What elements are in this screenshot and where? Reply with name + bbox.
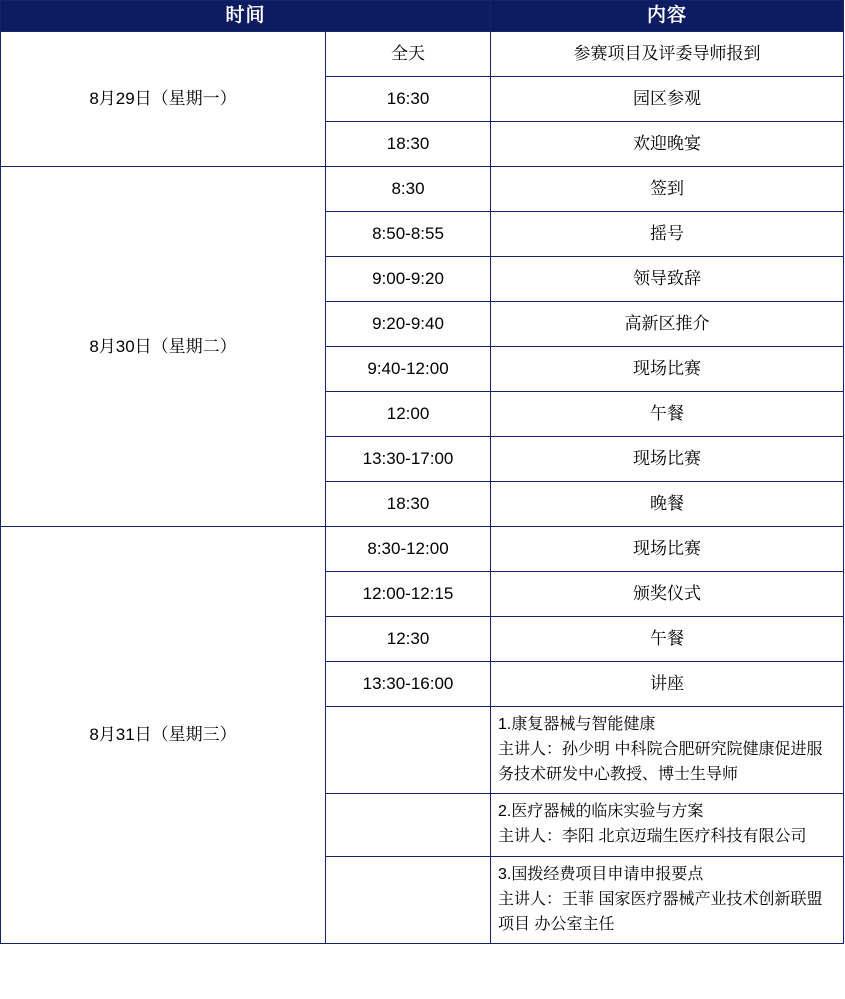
content-cell: 摇号 [491,212,844,257]
content-cell: 颁奖仪式 [491,572,844,617]
table-header [1,1,844,32]
time-cell: 8:30-12:00 [326,527,491,572]
content-line: 主讲人：王菲 国家医疗器械产业技术创新联盟项目 办公室主任 [498,890,823,933]
content-cell: 现场比赛 [491,527,844,572]
header-row [1,1,844,32]
content-cell: 现场比赛 [491,347,844,392]
content-cell: 晚餐 [491,482,844,527]
day-cell: 8月31日（星期三） [1,527,326,944]
time-cell: 9:00-9:20 [326,257,491,302]
content-cell: 午餐 [491,617,844,662]
time-cell: 12:00-12:15 [326,572,491,617]
content-line: 主讲人：李阳 北京迈瑞生医疗科技有限公司 [498,828,807,846]
time-cell: 9:40-12:00 [326,347,491,392]
header-cell-time: 时间 [1,1,491,32]
content-cell: 午餐 [491,392,844,437]
time-cell: 8:30 [326,167,491,212]
table-row [1,167,844,212]
time-cell: 9:20-9:40 [326,302,491,347]
time-cell: 8:50-8:55 [326,212,491,257]
time-cell: 16:30 [326,77,491,122]
table-row [1,32,844,77]
time-cell [326,856,491,943]
day-cell: 8月30日（星期二） [1,167,326,527]
content-cell: 欢迎晚宴 [491,122,844,167]
content-cell: 签到 [491,167,844,212]
time-cell [326,794,491,857]
time-cell: 12:00 [326,392,491,437]
content-line: 主讲人：孙少明 中科院合肥研究院健康促进服务技术研发中心教授、博士生导师 [498,740,823,783]
content-line: 2.医疗器械的临床实验与方案 [498,803,704,821]
content-cell: 园区参观 [491,77,844,122]
table-body [1,32,844,944]
content-cell: 讲座 [491,662,844,707]
time-cell: 18:30 [326,482,491,527]
time-cell: 13:30-17:00 [326,437,491,482]
time-cell: 全天 [326,32,491,77]
content-cell [491,856,844,943]
content-cell: 现场比赛 [491,437,844,482]
time-cell [326,707,491,794]
content-cell [491,707,844,794]
day-cell: 8月29日（星期一） [1,32,326,167]
header-cell-content: 内容 [491,1,844,32]
content-line: 1.康复器械与智能健康 [498,716,656,733]
content-cell: 领导致辞 [491,257,844,302]
time-cell: 18:30 [326,122,491,167]
time-cell: 13:30-16:00 [326,662,491,707]
table-row [1,527,844,572]
time-cell: 12:30 [326,617,491,662]
content-cell [491,794,844,857]
content-cell: 高新区推介 [491,302,844,347]
content-cell: 参赛项目及评委导师报到 [491,32,844,77]
content-line: 3.国拨经费项目申请申报要点 [498,865,704,883]
